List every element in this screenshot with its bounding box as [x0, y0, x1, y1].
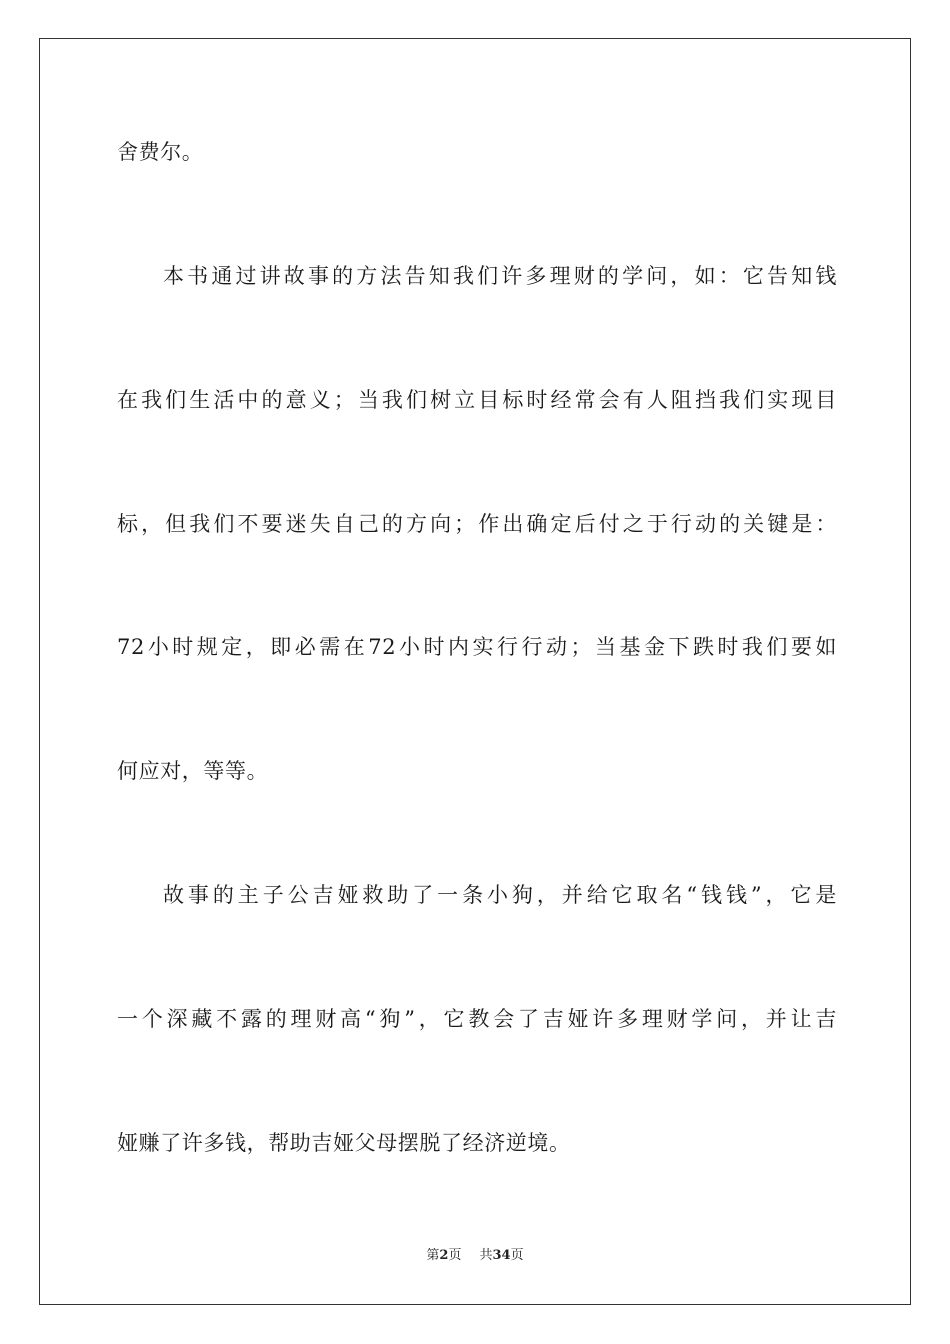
page-prefix: 第 [426, 1248, 440, 1263]
text-line-7: 故事的主子公吉娅救助了一条小狗，并给它取名“钱钱”，它是 [163, 883, 837, 907]
text-line-1: 舍费尔。 [117, 140, 204, 164]
total-suffix: 页 [510, 1248, 524, 1263]
total-prefix: 共 [479, 1248, 493, 1263]
text-line-4: 标，但我们不要迷失自己的方向；作出确定后付之于行动的关键是： [117, 512, 837, 536]
page-suffix: 页 [448, 1248, 462, 1263]
page-footer [0, 1247, 950, 1265]
text-line-6: 何应对，等等。 [117, 759, 269, 783]
text-line-9: 娅赚了许多钱，帮助吉娅父母摆脱了经济逆境。 [117, 1131, 571, 1155]
text-line-3: 在我们生活中的意义；当我们树立目标时经常会有人阻挡我们实现目 [117, 388, 837, 412]
text-line-2: 本书通过讲故事的方法告知我们许多理财的学问，如：它告知钱 [163, 264, 837, 288]
total-pages: 34 [492, 1248, 511, 1263]
page-number: 2 [439, 1248, 449, 1263]
page-frame [39, 38, 911, 1305]
text-line-5: 72小时规定，即必需在72小时内实行行动；当基金下跌时我们要如 [117, 635, 837, 659]
text-line-8: 一个深藏不露的理财高“狗”，它教会了吉娅许多理财学问，并让吉 [117, 1007, 837, 1031]
